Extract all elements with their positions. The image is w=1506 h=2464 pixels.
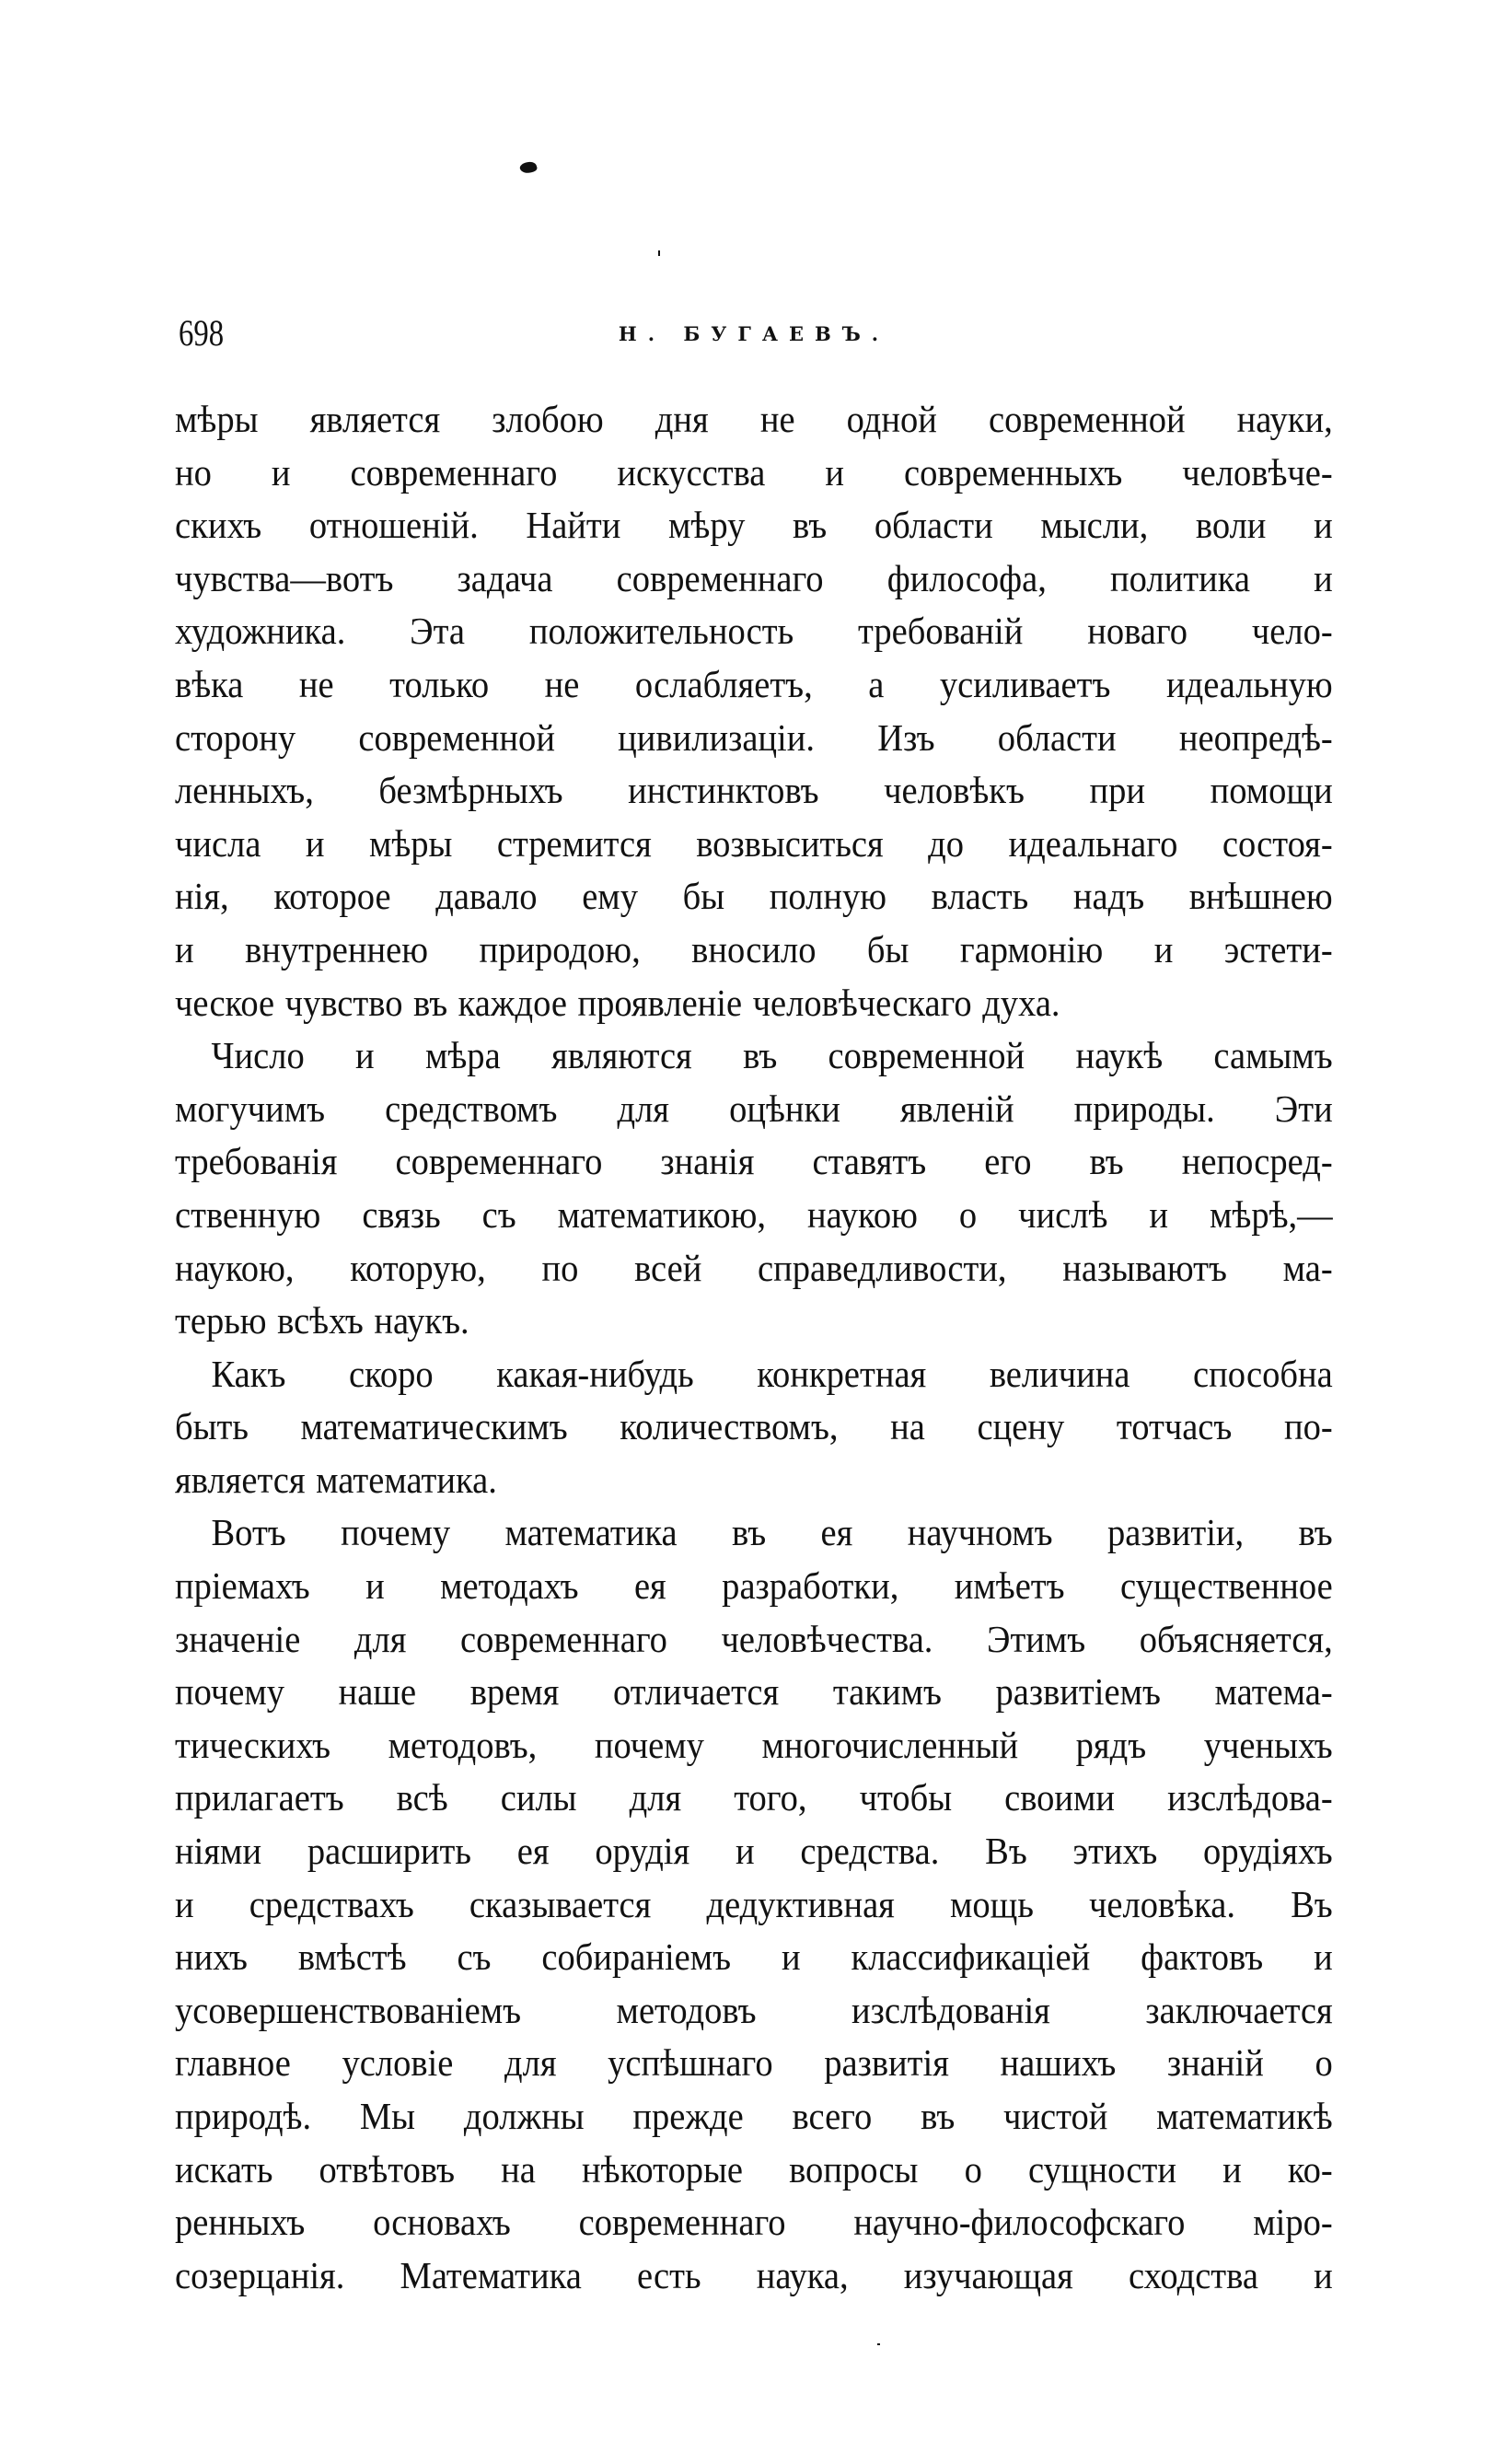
text-line: ческое чувство въ каждое проявленіе человѣческаго духа. [175, 981, 1060, 1024]
text-line: но и современнаго искусства и современныхъ человѣче- [175, 450, 1333, 494]
text-line: скихъ отношеній. Найти мѣру въ области мысли, воли и [175, 504, 1333, 547]
text-line: прилагаетъ всѣ силы для того, чтобы своими изслѣдова- [175, 1776, 1333, 1819]
text-line: мѣры является злобою дня не одной современной науки, [175, 398, 1333, 440]
page-number: 698 [179, 312, 225, 354]
text-line: терью всѣхъ наукъ. [175, 1299, 469, 1342]
running-header [175, 313, 1333, 354]
text-line: и внутреннею природою, вносило бы гармонію и эстети- [175, 927, 1333, 970]
text-line: ственную связь съ математикою, наукою о числѣ и мѣрѣ,— [175, 1192, 1333, 1236]
text-line: нихъ вмѣстѣ съ собираніемъ и классификаціей фактовъ и [175, 1935, 1333, 1979]
running-title-author: Н. БУГАЕВЪ. [618, 322, 890, 345]
text-line: чувства—вотъ задача современнаго философа, политика и [175, 556, 1333, 599]
text-line: художника. Эта положительность требованій новаго чело- [175, 610, 1333, 653]
text-line: искать отвѣтовъ на нѣкоторые вопросы о сущности и ко- [175, 2147, 1333, 2191]
ink-speck-mark [877, 2343, 880, 2345]
text-line: почему наше время отличается такимъ развитіемъ матема- [175, 1670, 1333, 1714]
text-line: тическихъ методовъ, почему многочисленный рядъ ученыхъ [175, 1723, 1333, 1766]
text-line: значеніе для современнаго человѣчества. Этимъ объясняется, [175, 1617, 1333, 1660]
ink-speck-mark [519, 160, 539, 176]
text-line: является математика. [175, 1458, 497, 1501]
text-line: усовершенствованіемъ методовъ изслѣдованія заключается [175, 1988, 1333, 2031]
text-line: главное условіе для успѣшнаго развитія нашихъ знаній о [175, 2041, 1333, 2085]
text-line: пріемахъ и методахъ ея разработки, имѣетъ существенное [175, 1564, 1333, 1608]
text-line: созерцанія. Математика есть наука, изучающая сходства и [175, 2253, 1333, 2296]
paragraph [175, 1506, 1333, 2302]
paragraph [175, 1029, 1333, 1348]
text-line: числа и мѣры стремится возвыситься до идеальнаго состоя- [175, 821, 1333, 865]
text-line: ніями расширить ея орудія и средства. Въ этихъ орудіяхъ [175, 1830, 1333, 1873]
text-line: сторону современной цивилизаціи. Изъ области неопредѣ- [175, 715, 1333, 759]
body-text [175, 393, 1333, 2302]
text-line: и средствахъ сказывается дедуктивная мощь человѣка. Въ [175, 1882, 1333, 1925]
text-line: ленныхъ, безмѣрныхъ инстинктовъ человѣкъ при помощи [175, 769, 1333, 812]
paragraph [175, 393, 1333, 1029]
text-line: ренныхъ основахъ современнаго научно-философскаго міро- [175, 2201, 1333, 2244]
text-line: требованія современнаго знанія ставятъ его въ непосред- [175, 1140, 1333, 1183]
text-line: Вотъ почему математика въ ея научномъ развитіи, въ [211, 1511, 1333, 1554]
text-line: Какъ скоро какая-нибудь конкретная величина способна [211, 1352, 1333, 1395]
text-line: наукою, которую, по всей справедливости, называютъ ма- [175, 1246, 1333, 1289]
text-line: вѣка не только не ослабляетъ, а усиливаетъ идеальную [175, 662, 1333, 705]
text-line: нія, которое давало ему бы полную власть надъ внѣшнею [175, 875, 1333, 918]
text-line: быть математическимъ количествомъ, на сцену тотчасъ по- [175, 1405, 1333, 1448]
text-line: природѣ. Мы должны прежде всего въ чистой математикѣ [175, 2095, 1333, 2137]
ink-speck-mark [658, 250, 660, 256]
text-line: Число и мѣра являются въ современной наукѣ самымъ [211, 1034, 1333, 1077]
paragraph [175, 1348, 1333, 1507]
text-line: могучимъ средствомъ для оцѣнки явленій природы. Эти [175, 1087, 1333, 1130]
